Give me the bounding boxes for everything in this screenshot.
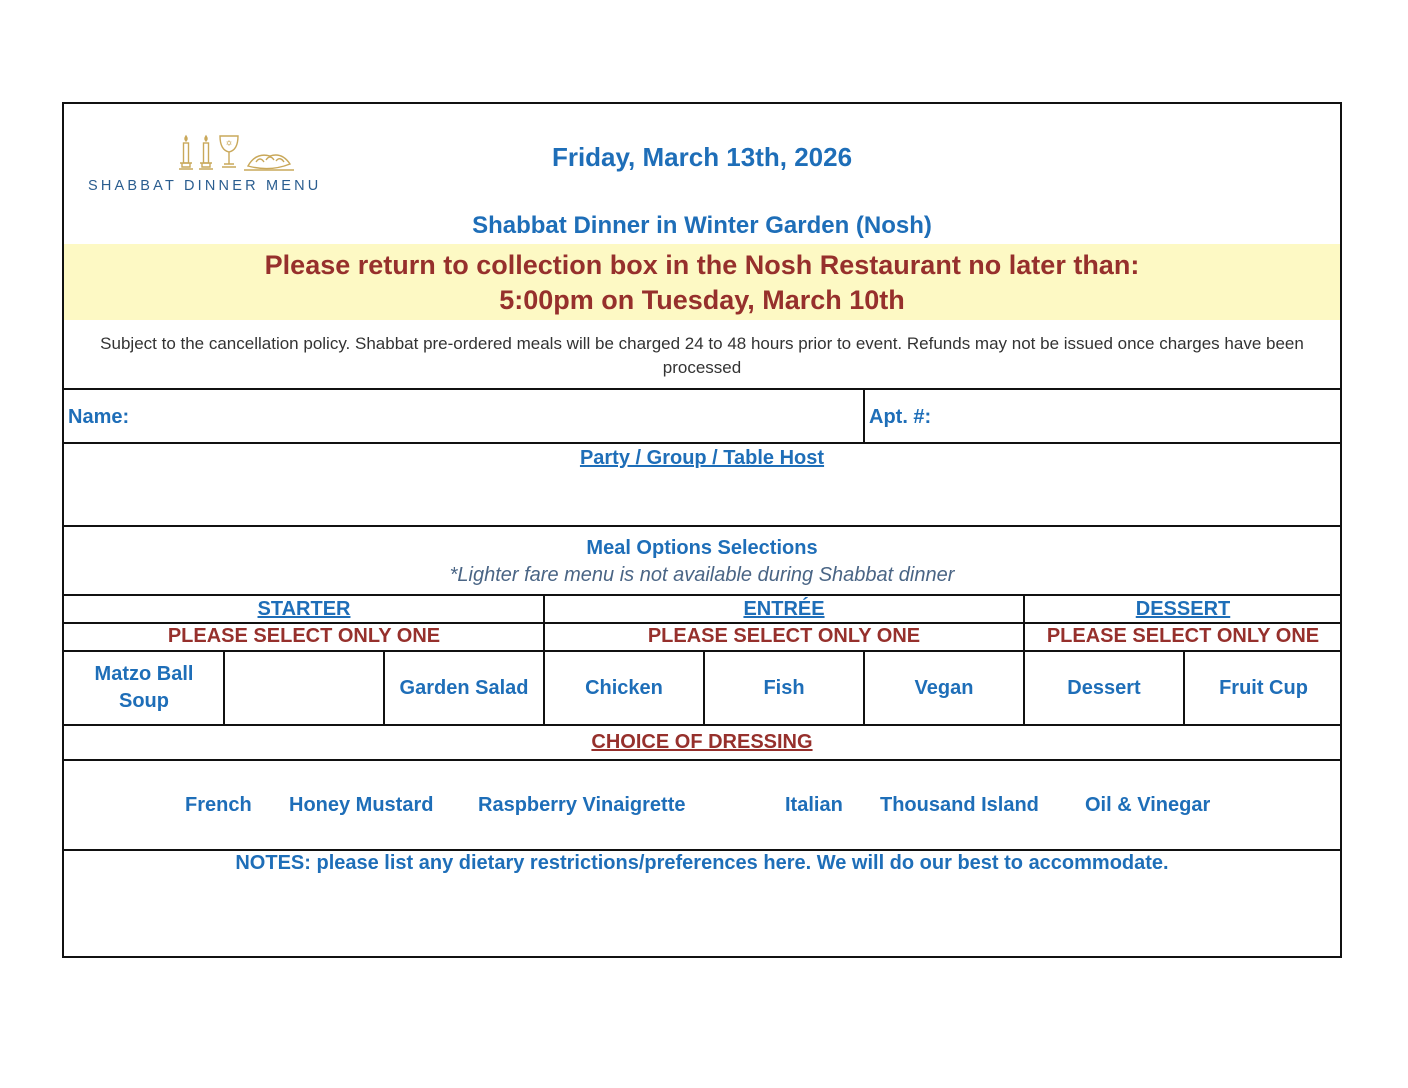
option-vegan[interactable] bbox=[865, 652, 1023, 724]
dressing-oil-vinegar[interactable]: Oil & Vinegar bbox=[1085, 794, 1211, 816]
option-label: Dessert bbox=[1067, 676, 1141, 699]
divider bbox=[64, 849, 1340, 851]
party-host-label: Party / Group / Table Host bbox=[579, 447, 825, 469]
option-label: Matzo Ball Soup bbox=[94, 663, 194, 712]
apt-label: Apt. #: bbox=[869, 406, 932, 428]
notes-field[interactable] bbox=[74, 882, 1330, 948]
dressing-italian[interactable]: Italian bbox=[785, 794, 843, 816]
option-matzo-ball-soup[interactable] bbox=[64, 652, 224, 724]
option-label: Chicken bbox=[585, 676, 663, 699]
name-field[interactable] bbox=[144, 394, 854, 438]
meal-options-heading: Meal Options Selections bbox=[586, 537, 818, 559]
event-subtitle: Shabbat Dinner in Winter Garden (Nosh) bbox=[472, 212, 932, 239]
dessert-heading: DESSERT bbox=[1135, 598, 1231, 620]
dressing-french[interactable]: French bbox=[185, 794, 252, 816]
option-label: Fruit Cup bbox=[1219, 676, 1308, 699]
divider bbox=[64, 622, 1340, 624]
divider bbox=[863, 388, 865, 444]
dressing-heading: CHOICE OF DRESSING bbox=[591, 731, 813, 753]
entree-instruction: PLEASE SELECT ONLY ONE bbox=[647, 625, 921, 647]
dessert-instruction: PLEASE SELECT ONLY ONE bbox=[1046, 625, 1320, 647]
option-garden-salad[interactable] bbox=[385, 652, 543, 724]
option-label: Garden Salad bbox=[399, 676, 529, 699]
divider bbox=[64, 724, 1340, 726]
logo-text: SHABBAT DINNER MENU bbox=[88, 178, 322, 194]
cancellation-policy: Subject to the cancellation policy. Shabbat pre-ordered meals will be charged 24 to 48 hours prior to event. Refunds may not be issued once charges have been processed bbox=[100, 334, 1304, 377]
party-host-field[interactable] bbox=[74, 476, 1330, 520]
entree-heading: ENTRÉE bbox=[743, 598, 825, 620]
option-blank[interactable] bbox=[225, 652, 383, 724]
apt-field[interactable] bbox=[944, 394, 1334, 438]
divider bbox=[64, 442, 1340, 444]
divider bbox=[64, 759, 1340, 761]
option-chicken[interactable] bbox=[545, 652, 703, 724]
divider bbox=[64, 594, 1340, 596]
option-label: Fish bbox=[763, 676, 805, 699]
menu-form bbox=[62, 102, 1342, 958]
option-fish[interactable] bbox=[705, 652, 863, 724]
svg-text:✡: ✡ bbox=[225, 139, 233, 148]
dressing-honey-mustard[interactable]: Honey Mustard bbox=[289, 794, 434, 816]
option-fruit-cup[interactable] bbox=[1185, 652, 1342, 724]
return-deadline: 5:00pm on Tuesday, March 10th bbox=[499, 285, 905, 315]
dressing-raspberry-vinaigrette[interactable]: Raspberry Vinaigrette bbox=[478, 794, 686, 816]
notes-label: NOTES: please list any dietary restrictions/preferences here. We will do our best to accommodate. bbox=[235, 852, 1169, 874]
name-label: Name: bbox=[68, 406, 130, 428]
return-instruction: Please return to collection box in the Nosh Restaurant no later than: bbox=[264, 250, 1140, 280]
option-label: Vegan bbox=[914, 676, 974, 699]
event-date: Friday, March 13th, 2026 bbox=[551, 142, 853, 172]
starter-heading: STARTER bbox=[257, 598, 351, 620]
option-dessert[interactable] bbox=[1025, 652, 1183, 724]
starter-instruction: PLEASE SELECT ONLY ONE bbox=[167, 625, 441, 647]
divider bbox=[64, 525, 1340, 527]
divider bbox=[64, 388, 1340, 390]
dressing-thousand-island[interactable]: Thousand Island bbox=[880, 794, 1039, 816]
lighter-fare-note: *Lighter fare menu is not available during Shabbat dinner bbox=[449, 564, 955, 586]
